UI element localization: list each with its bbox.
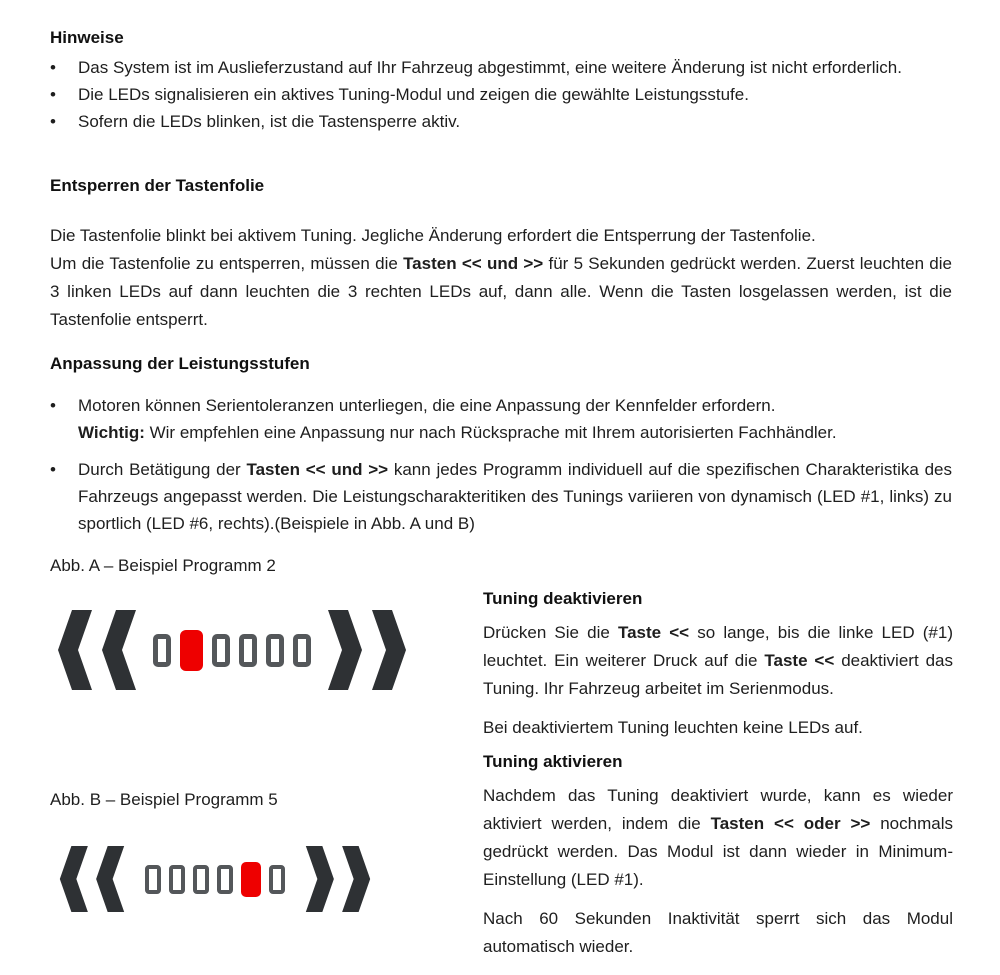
led-indicator-off: [145, 865, 161, 894]
double-chevron-left-icon: [57, 846, 127, 912]
led-indicator-off: [153, 634, 171, 667]
paragraph-text: Nach 60 Sekunden Inaktivität sperrt sich das Modul automatisch wieder.: [483, 909, 953, 956]
figure-b-led-display: [57, 846, 373, 912]
list-item: [50, 392, 952, 446]
bold-text-tasten: Tasten << und >>: [246, 460, 389, 479]
bullet-text: Sofern die LEDs blinken, ist die Tastensperre aktiv.: [78, 112, 461, 131]
led-indicator-off: [217, 865, 233, 894]
paragraph-text: Wir empfehlen eine Anpassung nur nach Rücksprache mit Ihrem autorisierten Fachhändler.: [144, 423, 837, 442]
paragraph-text: Motoren können Serientoleranzen unterliegen, die eine Anpassung der Kennfelder erfordern.: [78, 396, 776, 415]
led-indicator-on: [180, 630, 203, 671]
paragraph-text: Nachdem das Tuning deaktiviert wurde, kann es wieder aktiviert werden, indem die: [483, 786, 953, 833]
list-item: [50, 456, 952, 537]
figure-a-caption: Abb. A – Beispiel Programm 2: [50, 556, 276, 575]
bullet-text: Die LEDs signalisieren ein aktives Tuning-Modul und zeigen die gewählte Leistungsstufe.: [78, 85, 749, 104]
led-indicator-off: [193, 865, 209, 894]
bullet-icon: •: [50, 460, 56, 479]
paragraph-text: kann jedes Programm individuell auf die spezifischen Charakteristika des Fahrzeugs angepasst werden. Die Leistungscharakteritiken des Tunings variieren von dynamisch (LED #1, links) zu sportlich (LED #6, rechts).(Beispiele in Abb. A und B): [78, 460, 952, 533]
led-indicator-off: [212, 634, 230, 667]
paragraph-text: Durch Betätigung der: [78, 460, 247, 479]
bullet-icon: •: [50, 58, 56, 77]
bullet-icon: •: [50, 112, 56, 131]
bold-text-taste: Taste <<: [764, 651, 835, 670]
led-indicator-off: [169, 865, 185, 894]
led-indicator-off: [266, 634, 284, 667]
section-anpassung: [50, 354, 952, 547]
paragraph: [50, 222, 952, 250]
paragraph-text: Bei deaktiviertem Tuning leuchten keine LEDs auf.: [483, 718, 863, 737]
heading-tuning-deaktivieren: Tuning deaktivieren: [483, 589, 643, 608]
list-item: [50, 110, 952, 133]
paragraph: [483, 714, 953, 742]
double-chevron-left-icon: [57, 610, 137, 690]
paragraph-text: so lange, bis die linke LED (#1) leuchtet. Ein weiterer Druck auf die: [483, 623, 953, 670]
led-row: [145, 862, 285, 897]
bullet-text: [78, 456, 952, 537]
bold-text-wichtig: Wichtig:: [78, 423, 145, 442]
led-indicator-off: [269, 865, 285, 894]
led-indicator-off: [293, 634, 311, 667]
heading-tuning-aktivieren: Tuning aktivieren: [483, 752, 623, 771]
paragraph-text: deaktiviert das Tuning. Ihr Fahrzeug arbeitet im Serienmodus.: [483, 651, 953, 698]
paragraph-text: für 5 Sekunden gedrückt werden. Zuerst leuchten die 3 linken LEDs auf dann leuchten die 3 rechten LEDs auf, dann alle. Wenn die Tasten losgelassen werden, ist die Tastenfolie entsperrt.: [50, 254, 952, 329]
bullet-icon: •: [50, 85, 56, 104]
list-item: [50, 83, 952, 106]
figure-b-caption: Abb. B – Beispiel Programm 5: [50, 790, 278, 809]
right-column: [483, 590, 953, 972]
figure-a-led-display: [57, 610, 407, 690]
bold-text-tasten: Tasten << oder >>: [710, 814, 871, 833]
bold-text-taste: Taste <<: [617, 623, 690, 642]
section-hinweise: [50, 28, 952, 137]
section-heading-entsperren: Entsperren der Tastenfolie: [50, 176, 265, 195]
paragraph: [483, 619, 953, 703]
section-heading-hinweise: Hinweise: [50, 28, 124, 47]
paragraph-text: Um die Tastenfolie zu entsperren, müssen die: [50, 254, 404, 273]
led-indicator-off: [239, 634, 257, 667]
section-heading-anpassung: Anpassung der Leistungsstufen: [50, 354, 310, 373]
list-item: [50, 56, 952, 79]
led-indicator-on: [241, 862, 261, 897]
bold-text-tasten: Tasten << und >>: [403, 254, 544, 273]
bullet-text: [78, 392, 952, 446]
bullet-text: Das System ist im Auslieferzustand auf Ihr Fahrzeug abgestimmt, eine weitere Änderung ist nicht erforderlich.: [78, 58, 902, 77]
paragraph-text: Die Tastenfolie blinkt bei aktivem Tuning. Jegliche Änderung erfordert die Entsperrung der Tastenfolie.: [50, 226, 816, 245]
paragraph: [50, 250, 952, 334]
double-chevron-right-icon: [327, 610, 407, 690]
paragraph: [483, 782, 953, 894]
paragraph: [483, 905, 953, 961]
paragraph-text: Drücken Sie die: [483, 623, 618, 642]
paragraph-text: nochmals gedrückt werden. Das Modul ist dann wieder in Minimum-Einstellung (LED #1).: [483, 814, 953, 889]
section-entsperren: [50, 176, 952, 334]
double-chevron-right-icon: [303, 846, 373, 912]
led-row: [153, 630, 311, 671]
bullet-icon: •: [50, 396, 56, 415]
